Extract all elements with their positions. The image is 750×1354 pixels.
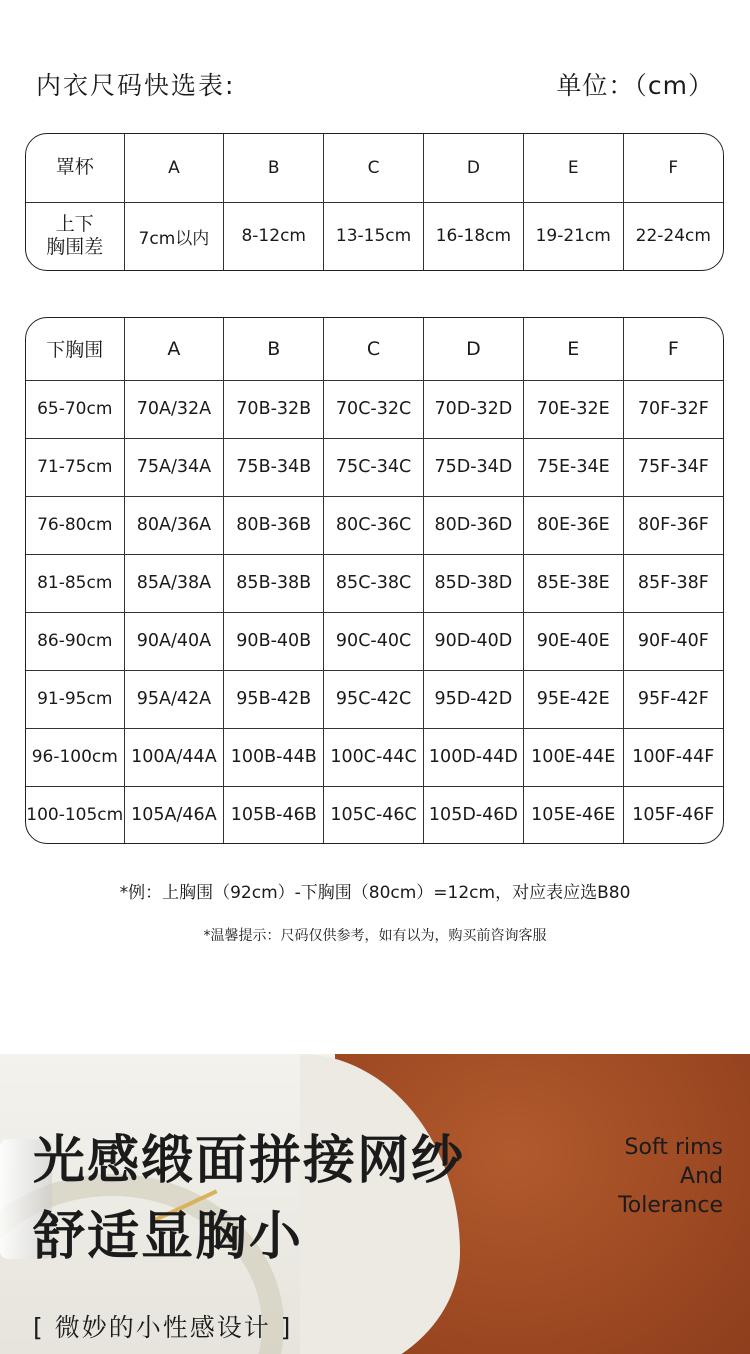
size-cell: 75E-34E [523,438,623,496]
table-row [26,380,723,438]
underbust-range: 81-85cm [26,554,124,612]
cup-row-label: 罩杯 [26,134,124,202]
page-title: 内衣尺码快选表: [36,71,236,100]
size-cell: 85B-38B [224,554,324,612]
english-line-1: Soft rims [624,1135,723,1160]
size-cell: 105C-46C [324,786,424,843]
cup-header: D [423,318,523,380]
size-cell: 75B-34B [224,438,324,496]
size-cell: 105D-46D [423,786,523,843]
size-cell: 90D-40D [423,612,523,670]
table-row [26,612,723,670]
size-cell: 70D-32D [423,380,523,438]
cup-header: C [324,134,424,202]
bust-diff-label-line2: 胸围差 [46,236,104,259]
tip-note: *温馨提示：尺码仅供参考，如有以为，购买前咨询客服 [203,928,547,944]
size-cell: 80C-36C [324,496,424,554]
size-cell: 75F-34F [623,438,723,496]
size-cell: 70A/32A [124,380,224,438]
size-cell: 90B-40B [224,612,324,670]
size-cell: 75D-34D [423,438,523,496]
underbust-range: 65-70cm [26,380,124,438]
size-cell: 80B-36B [224,496,324,554]
cup-header: F [623,134,723,202]
cup-header: C [324,318,424,380]
bust-diff-cell: 8-12cm [224,202,324,270]
size-cell: 100D-44D [423,728,523,786]
bust-diff-row-label [26,202,124,270]
size-cell: 95D-42D [423,670,523,728]
banner-headline-2: 舒适显胸小 [33,1207,304,1267]
size-cell: 70E-32E [523,380,623,438]
size-cell: 90A/40A [124,612,224,670]
size-cell: 95C-42C [324,670,424,728]
size-cell: 105E-46E [523,786,623,843]
underbust-range: 100-105cm [26,786,124,843]
bust-diff-cell: 13-15cm [324,202,424,270]
size-cell: 85E-38E [523,554,623,612]
size-cell: 105B-46B [224,786,324,843]
cup-header: E [523,134,623,202]
english-line-2: And [680,1164,723,1189]
size-cell: 75A/34A [124,438,224,496]
size-cell: 95B-42B [224,670,324,728]
size-cell: 80D-36D [423,496,523,554]
size-cell: 100F-44F [623,728,723,786]
size-cell: 70B-32B [224,380,324,438]
size-cell: 95E-42E [523,670,623,728]
cup-header: B [224,134,324,202]
cup-header: E [523,318,623,380]
size-cell: 95A/42A [124,670,224,728]
unit-label: 单位：（cm） [556,71,714,100]
size-cell: 85A/38A [124,554,224,612]
size-cell: 75C-34C [324,438,424,496]
size-cell: 105A/46A [124,786,224,843]
size-cell: 70F-32F [623,380,723,438]
size-cell: 90F-40F [623,612,723,670]
cup-header: B [224,318,324,380]
table-row [26,496,723,554]
banner-headline-1: 光感缎面拼接网纱 [33,1131,466,1191]
chart-header [0,0,750,110]
underbust-range: 91-95cm [26,670,124,728]
cup-header: F [623,318,723,380]
example-note: *例：上胸围（92cm）-下胸围（80cm）=12cm，对应表应选B80 [119,883,631,903]
underbust-range: 86-90cm [26,612,124,670]
underbust-header: 下胸围 [26,318,124,380]
size-cell: 90C-40C [324,612,424,670]
bust-diff-cell: 16-18cm [423,202,523,270]
size-cell: 100C-44C [324,728,424,786]
size-cell: 85D-38D [423,554,523,612]
size-cell: 100A/44A [124,728,224,786]
table-row [26,438,723,496]
table-row [26,554,723,612]
bust-diff-label-line1: 上下 [55,212,94,235]
size-cell: 80E-36E [523,496,623,554]
product-banner [0,1054,750,1354]
size-cell: 80F-36F [623,496,723,554]
bust-diff-cell: 19-21cm [523,202,623,270]
size-cell: 100E-44E [523,728,623,786]
banner-english-text [618,1133,723,1220]
bust-diff-cell: 22-24cm [623,202,723,270]
size-cell: 105F-46F [623,786,723,843]
size-cell: 85C-38C [324,554,424,612]
table-row [26,670,723,728]
underbust-range: 76-80cm [26,496,124,554]
table-row [26,728,723,786]
english-line-3: Tolerance [618,1193,723,1218]
cup-header: A [124,318,224,380]
size-cell: 90E-40E [523,612,623,670]
size-cell: 95F-42F [623,670,723,728]
size-cell: 100B-44B [224,728,324,786]
size-chart-table [25,317,724,844]
underbust-range: 71-75cm [26,438,124,496]
cup-header: A [124,134,224,202]
banner-subtitle: [ 微妙的小性感设计 ] [33,1313,293,1342]
size-cell: 70C-32C [324,380,424,438]
table-row [26,786,723,843]
size-cell: 85F-38F [623,554,723,612]
cup-header: D [423,134,523,202]
cup-difference-table [25,133,724,271]
underbust-range: 96-100cm [26,728,124,786]
size-cell: 80A/36A [124,496,224,554]
bust-diff-cell: 7cm以内 [124,202,224,270]
